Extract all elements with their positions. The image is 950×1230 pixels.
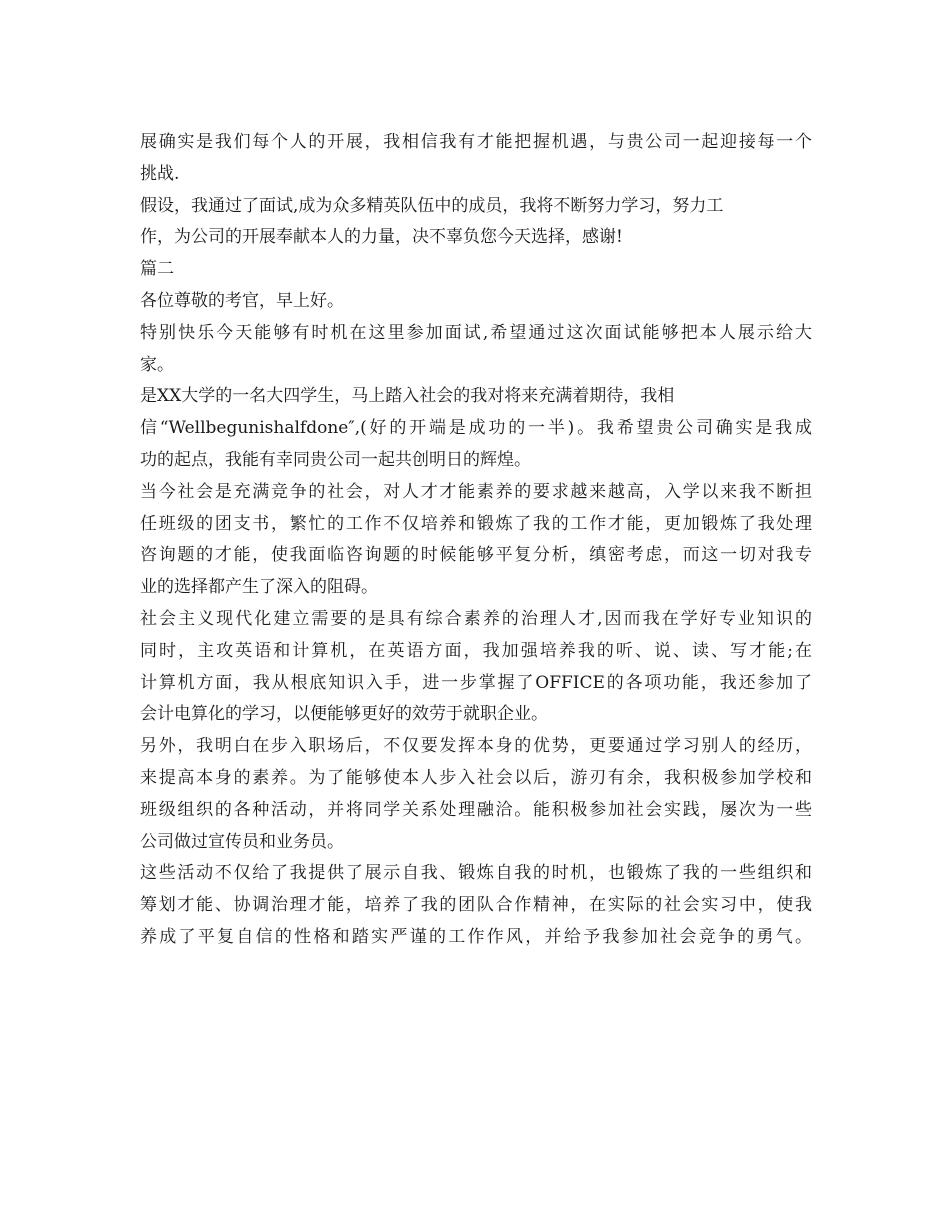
text-line: 这些活动不仅给了我提供了展示自我、锻炼自我的时机，也锻炼了我的一些组织和 [140, 863, 812, 884]
text-line: 特别快乐今天能够有时机在这里参加面试,希望通过这次面试能够把本人展示给大 [140, 322, 812, 343]
text-line: 家。 [140, 354, 174, 375]
text-line: 功的起点，我能有幸同贵公司一起共创明日的辉煌。 [140, 449, 531, 470]
text-line: 班级组织的各种活动，并将同学关系处理融洽。能积极参加社会实践，屡次为一些 [140, 799, 812, 820]
text-line: 作，为公司的开展奉献本人的力量，决不辜负您今天选择，感谢! [140, 227, 623, 248]
text-line: 篇二 [140, 259, 174, 280]
document-body [140, 127, 812, 954]
text-line: 养成了平复自信的性格和踏实严谨的工作作风，并给予我参加社会竞争的勇气。 [140, 926, 812, 947]
text-line: 另外，我明白在步入职场后，不仅要发挥本身的优势，更要通过学习别人的经历， [140, 736, 812, 757]
text-line: 筹划才能、协调治理才能，培养了我的团队合作精神，在实际的社会实习中，使我 [140, 895, 812, 916]
text-line: 假设，我通过了面试,成为众多精英队伍中的成员，我将不断努力学习，努力工 [140, 195, 724, 216]
text-line: 当今社会是充满竞争的社会，对人才才能素养的要求越来越高，入学以来我不断担 [140, 481, 812, 502]
text-line: 计算机方面，我从根底知识入手，进一步掌握了OFFICE的各项功能，我还参加了 [140, 672, 812, 693]
text-line: 会计电算化的学习，以便能够更好的效劳于就职企业。 [140, 704, 548, 725]
text-line: 公司做过宣传员和业务员。 [140, 831, 344, 852]
text-line: 是XX大学的一名大四学生，马上踏入社会的我对将来充满着期待，我相 [140, 386, 675, 407]
text-line: 业的选择都产生了深入的阻碍。 [140, 577, 378, 598]
text-line: 咨询题的才能，使我面临咨询题的时候能够平复分析，缜密考虑，而这一切对我专 [140, 545, 812, 566]
text-line: 任班级的团支书，繁忙的工作不仅培养和锻炼了我的工作才能，更加锻炼了我处理 [140, 513, 812, 534]
text-line: 社会主义现代化建立需要的是具有综合素养的治理人才,因而我在学好专业知识的 [140, 608, 812, 629]
text-line: 挑战. [140, 163, 180, 184]
text-line: 展确实是我们每个人的开展，我相信我有才能把握机遇，与贵公司一起迎接每一个 [140, 132, 812, 152]
text-line: 来提高本身的素养。为了能够使本人步入社会以后，游刃有余，我积极参加学校和 [140, 767, 812, 788]
text-line: 信“Wellbegunishalfdone″,(好的开端是成功的一半)。我希望贵公司确实是我成 [140, 418, 812, 439]
text-line: 同时，主攻英语和计算机，在英语方面，我加强培养我的听、说、读、写才能;在 [140, 640, 812, 661]
text-line: 各位尊敬的考官，早上好。 [140, 290, 344, 311]
